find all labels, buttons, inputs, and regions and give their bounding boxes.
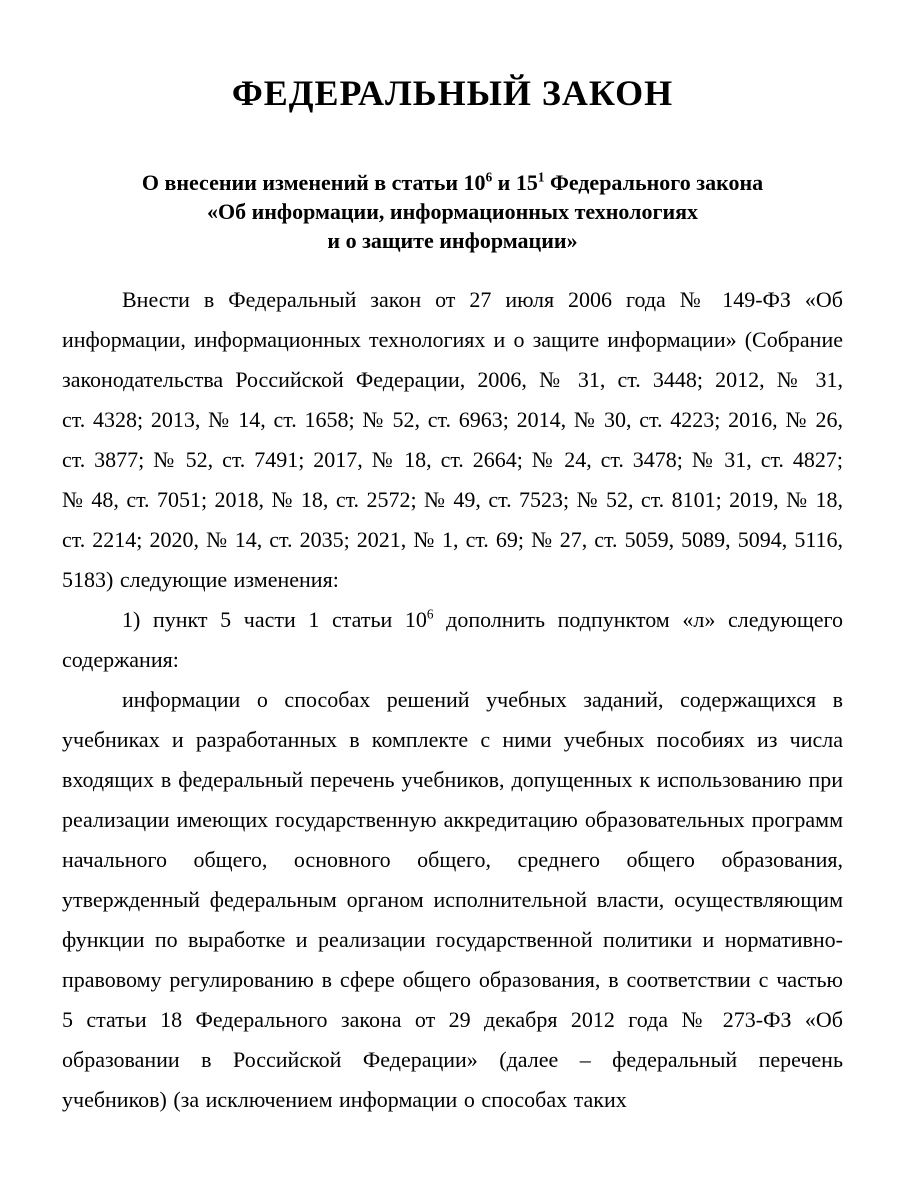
superscript-text: 1: [537, 169, 545, 185]
document-title: ФЕДЕРАЛЬНЫЙ ЗАКОН: [231, 73, 674, 113]
text-segment: и 15: [492, 170, 538, 195]
document-subtitle: [62, 168, 843, 255]
subtitle-line-3: [62, 226, 843, 255]
text-segment: и о защите информации»: [327, 228, 578, 253]
text-segment: Федерального закона: [544, 170, 764, 195]
paragraph-amendment-item-1: [62, 600, 843, 680]
text-segment: 1) пункт 5 части 1 статьи 10: [122, 607, 427, 632]
text-segment: информации о способах решений учебных заданий, содержащихся в учебниках и разработанных в комплекте с ними учебных пособиях из числа входящих в федеральный перечень учебников, допущенных к использованию при реализации имеющих государственную аккредитацию образовательных программ начального общего, основного общего, среднего общего образования, утвержденный федеральным органом исполнительной власти, осуществляющим функции по выработке и реализации государственной политики и нормативно-правовому регулированию в сфере общего образования, в соответствии с частью 5 статьи 18 Федерального закона от 29 декабря 2012 года № 273-ФЗ «Об образовании в Российской Федерации» (далее – федеральный перечень учебников) (за исключением информации о способах таких: [62, 687, 843, 1112]
superscript-text: 6: [426, 606, 434, 622]
document-body: [62, 280, 843, 1120]
subtitle-line-1: [62, 168, 843, 197]
superscript-text: 6: [485, 169, 493, 185]
text-segment: дополнить подпунктом «л» следующего содержания:: [62, 607, 843, 672]
text-segment: О внесении изменений в статьи 10: [141, 170, 486, 195]
subtitle-line-2: [62, 197, 843, 226]
text-segment: «Об информации, информационных технологиях: [206, 199, 699, 224]
text-segment: Внести в Федеральный закон от 27 июля 2006 года № 149-ФЗ «Об информации, информационных технологиях и о защите информации» (Собрание законодательства Российской Федерации, 2006, № 31, ст. 3448; 2012, № 31, ст. 4328; 2013, № 14, ст. 1658; № 52, ст. 6963; 2014, № 30, ст. 4223; 2016, № 26, ст. 3877; № 52, ст. 7491; 2017, № 18, ст. 2664; № 24, ст. 3478; № 31, ст. 4827; № 48, ст. 7051; 2018, № 18, ст. 2572; № 49, ст. 7523; № 52, ст. 8101; 2019, № 18, ст. 2214; 2020, № 14, ст. 2035; 2021, № 1, ст. 69; № 27, ст. 5059, 5089, 5094, 5116, 5183) следующие изменения:: [62, 287, 843, 592]
paragraph-subitem-l-content: [62, 680, 843, 1120]
paragraph-intro: [62, 280, 843, 600]
